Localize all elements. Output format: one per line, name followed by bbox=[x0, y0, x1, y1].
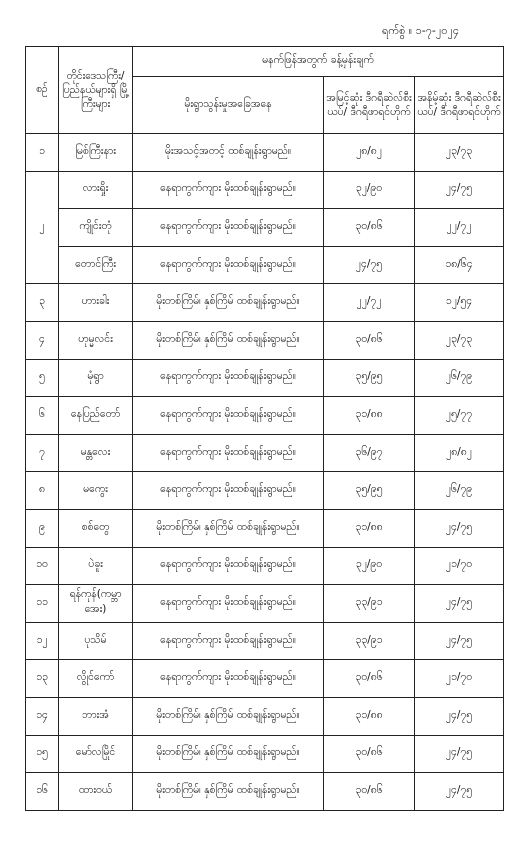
row-high: ၃၂/၉၀ bbox=[324, 171, 415, 209]
forecast-rows bbox=[26, 134, 504, 811]
row-high: ၃၀/၈၆ bbox=[324, 735, 415, 773]
forecast-table bbox=[25, 46, 504, 811]
row-low: ၁၈/၆၄ bbox=[415, 246, 504, 284]
row-condition: နေရာကွက်ကျား မိုးထစ်ချုန်းရွာမည်။ bbox=[133, 246, 324, 284]
table-row bbox=[26, 509, 504, 547]
row-no: ၆ bbox=[26, 397, 59, 435]
row-no: ၁၅ bbox=[26, 735, 59, 773]
row-low: ၂၃/၇၃ bbox=[415, 321, 504, 359]
table-row bbox=[26, 134, 504, 172]
row-city: မန္တလေး bbox=[59, 434, 133, 472]
row-city: ရန်ကုန်(ကမ္ဘာအေး) bbox=[59, 585, 133, 623]
row-condition: မိုးတစ်ကြိမ်၊ နှစ်ကြိမ် ထစ်ချုန်းရွာမည်။ bbox=[133, 773, 324, 811]
row-condition: နေရာကွက်ကျား မိုးထစ်ချုန်းရွာမည်။ bbox=[133, 397, 324, 435]
table-row bbox=[26, 697, 504, 735]
table-row bbox=[26, 472, 504, 510]
row-no: ၁၃ bbox=[26, 660, 59, 698]
row-low: ၂၄/၇၅ bbox=[415, 509, 504, 547]
row-no: ၃ bbox=[26, 284, 59, 322]
table-row bbox=[26, 585, 504, 623]
row-no: ၁၄ bbox=[26, 697, 59, 735]
row-high: ၃၅/၉၅ bbox=[324, 472, 415, 510]
row-low: ၂၂/၇၂ bbox=[415, 209, 504, 247]
row-city: မြစ်ကြီးနား bbox=[59, 134, 133, 172]
header-no: စဉ် bbox=[26, 47, 59, 134]
row-low: ၂၄/၇၅ bbox=[415, 171, 504, 209]
row-high: ၃၀/၈၆ bbox=[324, 209, 415, 247]
row-condition: မိုးတစ်ကြိမ်၊ နှစ်ကြိမ် ထစ်ချုန်းရွာမည်။ bbox=[133, 284, 324, 322]
row-condition: မိုးတစ်ကြိမ်၊ နှစ်ကြိမ် ထစ်ချုန်းရွာမည်။ bbox=[133, 509, 324, 547]
row-high: ၂၄/၇၅ bbox=[324, 246, 415, 284]
row-low: ၂၈/၈၂ bbox=[415, 434, 504, 472]
row-no: ၇ bbox=[26, 434, 59, 472]
row-condition: မိုးတစ်ကြိမ်၊ နှစ်ကြိမ် ထစ်ချုန်းရွာမည်။ bbox=[133, 321, 324, 359]
row-high: ၃၃/၉၁ bbox=[324, 585, 415, 623]
row-city: မကွေး bbox=[59, 472, 133, 510]
table-row bbox=[26, 660, 504, 698]
row-condition: နေရာကွက်ကျား မိုးထစ်ချုန်းရွာမည်။ bbox=[133, 359, 324, 397]
row-low: ၁၂/၅၄ bbox=[415, 284, 504, 322]
row-condition: မိုးတစ်ကြိမ်၊ နှစ်ကြိမ် ထစ်ချုန်းရွာမည်။ bbox=[133, 735, 324, 773]
row-city: မော်လမြိုင် bbox=[59, 735, 133, 773]
table-row bbox=[26, 735, 504, 773]
table-row bbox=[26, 321, 504, 359]
row-high: ၂၂/၇၂ bbox=[324, 284, 415, 322]
row-high: ၃၆/၉၇ bbox=[324, 434, 415, 472]
row-no: ၂ bbox=[26, 171, 59, 284]
row-low: ၂၄/၇၅ bbox=[415, 773, 504, 811]
row-condition: နေရာကွက်ကျား မိုးထစ်ချုန်းရွာမည်။ bbox=[133, 660, 324, 698]
table-row bbox=[26, 434, 504, 472]
row-city: နေပြည်တော် bbox=[59, 397, 133, 435]
row-low: ၂၄/၇၅ bbox=[415, 585, 504, 623]
table-row bbox=[26, 622, 504, 660]
row-condition: မိုးအသင့်အတင့် ထစ်ချုန်းရွာမည်။ bbox=[133, 134, 324, 172]
row-city: ပုသိမ် bbox=[59, 622, 133, 660]
row-city: လွိုင်ကော် bbox=[59, 660, 133, 698]
row-city: ဘားအံ bbox=[59, 697, 133, 735]
row-low: ၂၅/၇၇ bbox=[415, 397, 504, 435]
row-high: ၃၁/၈၈ bbox=[324, 509, 415, 547]
row-city: ကျိုင်းတုံ bbox=[59, 209, 133, 247]
row-city: တောင်ကြီး bbox=[59, 246, 133, 284]
header-forecast-group: မနက်ဖြန်အတွက် ခန့်မှန်းချက် bbox=[133, 47, 504, 77]
row-high: ၃၃/၉၁ bbox=[324, 622, 415, 660]
row-no: ၁၆ bbox=[26, 773, 59, 811]
row-condition: နေရာကွက်ကျား မိုးထစ်ချုန်းရွာမည်။ bbox=[133, 171, 324, 209]
row-low: ၂၄/၇၅ bbox=[415, 622, 504, 660]
header-condition: မိုးရွာသွန်းမှုအခြေအနေ bbox=[133, 77, 324, 134]
row-condition: နေရာကွက်ကျား မိုးထစ်ချုန်းရွာမည်။ bbox=[133, 434, 324, 472]
header-region: တိုင်းဒေသကြီး/ ပြည်နယ်များရှိ မြို့ကြီးများ bbox=[59, 47, 133, 134]
row-low: ၂၄/၇၅ bbox=[415, 697, 504, 735]
row-city: ပဲခူး bbox=[59, 547, 133, 585]
table-row bbox=[26, 209, 504, 247]
header-max-temp: အမြင့်ဆုံး ဒီဂရီဆဲလ်စီးယပ်/ ဒီဂရီဖာရင်ဟိုက် bbox=[324, 77, 415, 134]
row-low: ၂၆/၇၉ bbox=[415, 472, 504, 510]
row-high: ၃၅/၉၅ bbox=[324, 359, 415, 397]
row-no: ၉ bbox=[26, 509, 59, 547]
row-no: ၁၀ bbox=[26, 547, 59, 585]
table-row bbox=[26, 547, 504, 585]
row-high: ၃၀/၈၆ bbox=[324, 660, 415, 698]
row-condition: နေရာကွက်ကျား မိုးထစ်ချုန်းရွာမည်။ bbox=[133, 209, 324, 247]
table-row bbox=[26, 284, 504, 322]
row-condition: မိုးတစ်ကြိမ်၊ နှစ်ကြိမ် ထစ်ချုန်းရွာမည်။ bbox=[133, 697, 324, 735]
table-row bbox=[26, 246, 504, 284]
row-city: လားရှိုး bbox=[59, 171, 133, 209]
row-city: ထားဝယ် bbox=[59, 773, 133, 811]
row-no: ၁၂ bbox=[26, 622, 59, 660]
row-no: ၁ bbox=[26, 134, 59, 172]
row-city: ဟားခါး bbox=[59, 284, 133, 322]
table-row bbox=[26, 397, 504, 435]
row-condition: နေရာကွက်ကျား မိုးထစ်ချုန်းရွာမည်။ bbox=[133, 585, 324, 623]
row-low: ၂၁/၇၀ bbox=[415, 547, 504, 585]
row-condition: နေရာကွက်ကျား မိုးထစ်ချုန်းရွာမည်။ bbox=[133, 547, 324, 585]
row-high: ၃၀/၈၆ bbox=[324, 773, 415, 811]
row-condition: နေရာကွက်ကျား မိုးထစ်ချုန်းရွာမည်။ bbox=[133, 472, 324, 510]
row-low: ၂၁/၇၀ bbox=[415, 660, 504, 698]
table-row bbox=[26, 171, 504, 209]
row-no: ၄ bbox=[26, 321, 59, 359]
row-city: ဟုမ္မလင်း bbox=[59, 321, 133, 359]
row-no: ၁၁ bbox=[26, 585, 59, 623]
date-line: ရက်စွဲ ။ ၁-၇-၂၀၂၄ bbox=[382, 24, 460, 37]
row-high: ၂၈/၈၂ bbox=[324, 134, 415, 172]
header-min-temp: အနိမ့်ဆုံး ဒီဂရီဆဲလ်စီးယပ်/ ဒီဂရီဖာရင်ဟိုက် bbox=[415, 77, 504, 134]
row-low: ၂၄/၇၅ bbox=[415, 735, 504, 773]
row-high: ၃၀/၈၆ bbox=[324, 321, 415, 359]
row-low: ၂၃/၇၃ bbox=[415, 134, 504, 172]
row-city: စစ်တွေ bbox=[59, 509, 133, 547]
row-condition: နေရာကွက်ကျား မိုးထစ်ချုန်းရွာမည်။ bbox=[133, 622, 324, 660]
row-high: ၃၂/၉၀ bbox=[324, 547, 415, 585]
row-no: ၈ bbox=[26, 472, 59, 510]
row-low: ၂၆/၇၉ bbox=[415, 359, 504, 397]
table-row bbox=[26, 773, 504, 811]
row-high: ၃၁/၈၈ bbox=[324, 397, 415, 435]
row-no: ၅ bbox=[26, 359, 59, 397]
row-high: ၃၁/၈၈ bbox=[324, 697, 415, 735]
table-row bbox=[26, 359, 504, 397]
row-city: မုံရွာ bbox=[59, 359, 133, 397]
